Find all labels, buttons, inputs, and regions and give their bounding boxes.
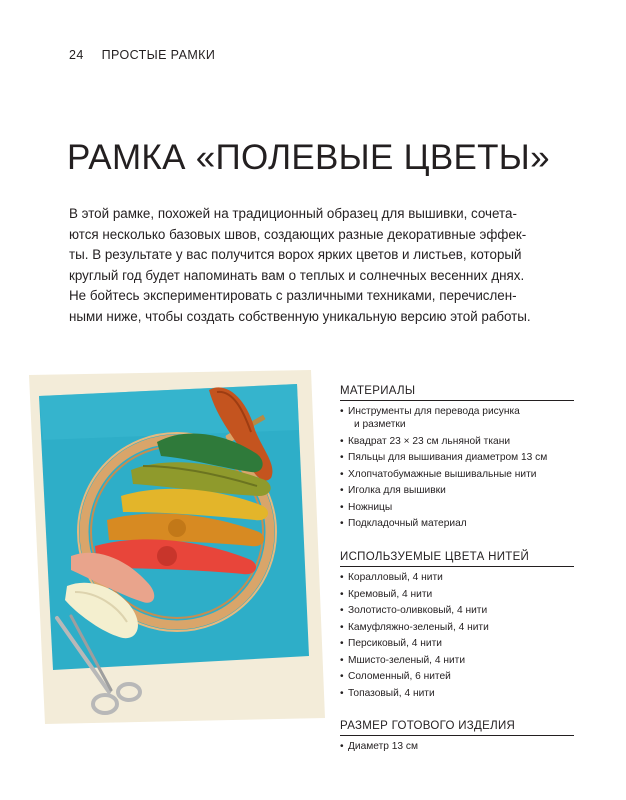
thread-colors-heading: ИСПОЛЬЗУЕМЫЕ ЦВЕТА НИТЕЙ [340, 551, 574, 567]
list-item: • Пяльцы для вышивания диаметром 13 см [340, 451, 574, 464]
list-item: • Коралловый, 4 нити [340, 571, 574, 584]
list-item: • Ножницы [340, 501, 574, 514]
intro-line: ются несколько базовых швов, создающих разные декоративные эффек- [69, 226, 527, 242]
thread-colors-list [340, 571, 574, 700]
intro-line: круглый год будет напоминать вам о теплых и солнечных весенних днях. [69, 267, 525, 283]
materials-list [340, 405, 574, 530]
intro-line: ными ниже, чтобы создать собственную уникальную версию этой работы. [69, 308, 531, 324]
intro-line: Не бойтесь экспериментировать с различными техниками, перечислен- [69, 288, 517, 303]
embroidery-supplies-photo [27, 370, 327, 725]
intro-paragraph [69, 204, 569, 327]
page-title: РАМКА «ПОЛЕВЫЕ ЦВЕТЫ» [67, 138, 550, 177]
section-title: ПРОСТЫЕ РАМКИ [101, 48, 216, 62]
list-item: • Камуфляжно-зеленый, 4 нити [340, 621, 574, 634]
intro-line: В этой рамке, похожей на традиционный образец для вышивки, сочета- [69, 206, 517, 221]
list-item: • Золотисто-оливковый, 4 нити [340, 604, 574, 617]
list-item: • Хлопчатобумажные вышивальные нити [340, 468, 574, 481]
list-item: • Иголка для вышивки [340, 484, 574, 497]
list-item: • Диаметр 13 см [340, 740, 574, 753]
list-item: • Подкладочный материал [340, 517, 574, 530]
list-item: • Квадрат 23 × 23 см льняной ткани [340, 435, 574, 448]
materials-heading: МАТЕРИАЛЫ [340, 385, 574, 401]
list-item: • Персиковый, 4 нити [340, 637, 574, 650]
intro-line: ты. В результате у вас получится ворох ярких цветов и листьев, который [69, 247, 522, 262]
running-header [69, 48, 215, 62]
finished-size-list [340, 740, 574, 753]
thread-colors-section [340, 551, 574, 703]
list-item: • Соломенный, 6 нитей [340, 670, 574, 683]
list-item: • Инструменты для перевода рисунка и разметки [340, 405, 574, 431]
list-item: • Топазовый, 4 нити [340, 687, 574, 700]
list-item: • Кремовый, 4 нити [340, 588, 574, 601]
page-number: 24 [69, 48, 84, 62]
list-item: • Мшисто-зеленый, 4 нити [340, 654, 574, 667]
finished-size-section [340, 720, 574, 757]
finished-size-heading: РАЗМЕР ГОТОВОГО ИЗДЕЛИЯ [340, 720, 574, 736]
materials-section [340, 385, 574, 534]
